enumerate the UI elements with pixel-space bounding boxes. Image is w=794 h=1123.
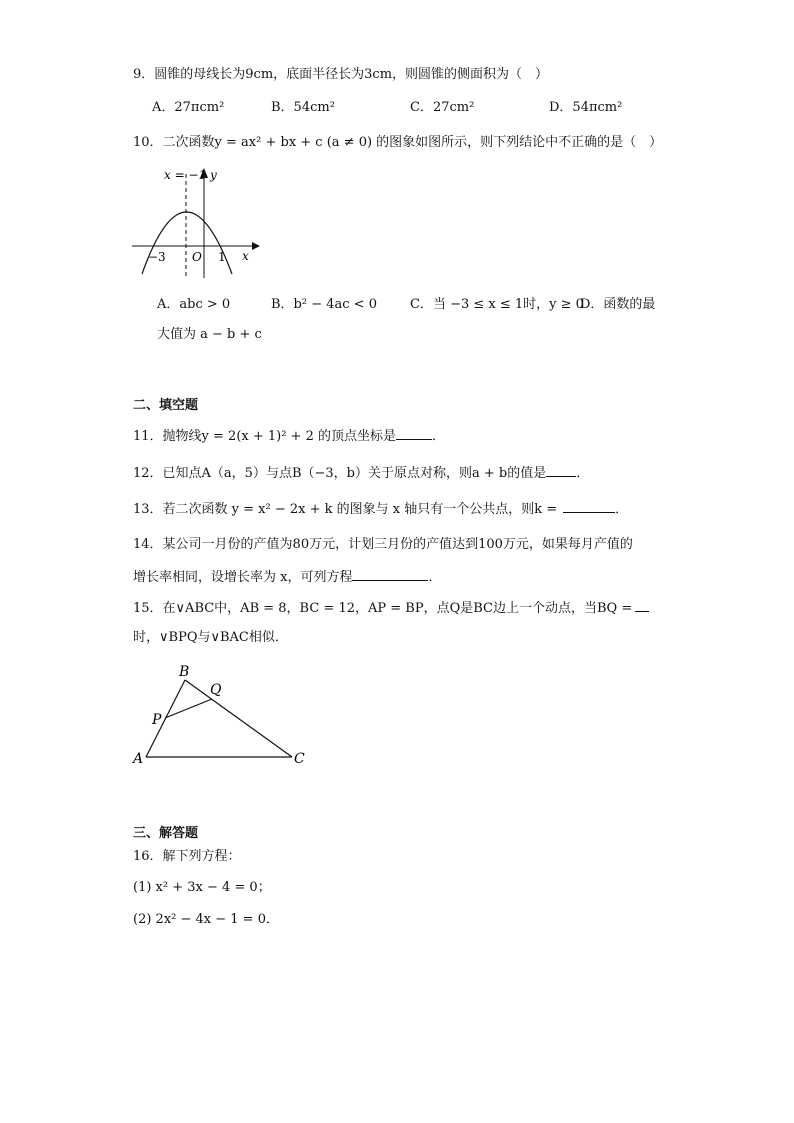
label-origin: O bbox=[192, 250, 202, 264]
q10-option-c: C．当 −3 ≤ x ≤ 1时，y ≥ 0 bbox=[410, 297, 584, 312]
q10-option-b: B．b² − 4ac < 0 bbox=[271, 297, 377, 312]
q11-blank bbox=[396, 426, 432, 440]
q15-line1 bbox=[133, 598, 649, 618]
q14-period: ． bbox=[428, 570, 442, 585]
section-solve: 三、解答题 bbox=[133, 826, 199, 841]
q13 bbox=[133, 499, 628, 519]
label-P: P bbox=[152, 712, 162, 728]
label-axis-line: x = −1 bbox=[164, 168, 207, 182]
q15-blank bbox=[635, 598, 649, 612]
q9-option-a: A．27πcm² bbox=[152, 100, 225, 115]
label-neg3: −3 bbox=[148, 250, 166, 264]
q9-option-c: C．27cm² bbox=[410, 100, 475, 115]
q13-period: ． bbox=[615, 502, 629, 517]
q13-text: 13．若二次函数 y = x² − 2x + k 的图象与 x 轴只有一个公共点，则k = bbox=[133, 502, 558, 517]
label-A: A bbox=[133, 751, 144, 767]
section-fill-in: 二、填空题 bbox=[133, 398, 199, 413]
q12-text: 12．已知点A（a，5）与点B（−3，b）关于原点对称，则a + b的值是 bbox=[133, 466, 547, 481]
q11-text: 11．抛物线y = 2(x + 1)² + 2 的顶点坐标是 bbox=[133, 429, 396, 444]
q14-text: 增长率相同，设增长率为 x，可列方程 bbox=[133, 570, 353, 585]
q14-line1: 14．某公司一月份的产值为80万元，计划三月份的产值达到100万元，如果每月产值的 bbox=[133, 537, 633, 552]
q16-part-2: (2) 2x² − 4x − 1 = 0． bbox=[133, 912, 279, 927]
label-one: 1 bbox=[218, 250, 226, 264]
segment-bc bbox=[185, 680, 292, 757]
q12-blank bbox=[546, 463, 576, 477]
q15-line2: 时，∨BPQ与∨BAC相似． bbox=[133, 630, 288, 645]
q12 bbox=[133, 463, 589, 483]
q9-stem: 9．圆锥的母线长为9cm，底面半径长为3cm，则圆锥的侧面积为（ ） bbox=[133, 67, 549, 82]
x-axis-arrow bbox=[252, 242, 260, 250]
q16-part-1: (1) x² + 3x − 4 = 0； bbox=[133, 880, 271, 895]
q12-period: ． bbox=[576, 466, 590, 481]
q10-stem: 10．二次函数y = ax² + bx + c (a ≠ 0) 的图象如图所示，则下列结论中不正确的是（ ） bbox=[133, 135, 663, 150]
q10-option-a: A．abc > 0 bbox=[157, 297, 231, 312]
q10-option-d: D．函数的最 bbox=[580, 297, 656, 312]
q10-parabola-graph bbox=[128, 162, 268, 282]
q9-option-b: B．54cm² bbox=[271, 100, 335, 115]
label-B: B bbox=[179, 664, 190, 680]
q15-triangle-figure bbox=[130, 662, 310, 772]
q9-option-d: D．54πcm² bbox=[549, 100, 623, 115]
q16-stem: 16．解下列方程： bbox=[133, 849, 241, 864]
label-y: y bbox=[210, 168, 217, 182]
q15-text: 15．在∨ABC中，AB = 8，BC = 12，AP = BP，点Q是BC边上一个动点，当BQ = bbox=[133, 601, 633, 616]
q13-blank bbox=[563, 499, 615, 513]
parabola-curve bbox=[142, 212, 232, 274]
q10-option-d-cont: 大值为 a − b + c bbox=[157, 327, 262, 342]
q14-blank bbox=[352, 567, 428, 581]
label-Q: Q bbox=[210, 682, 222, 698]
label-C: C bbox=[294, 751, 305, 767]
q14-line2 bbox=[133, 567, 441, 587]
q11-period: ． bbox=[432, 429, 446, 444]
label-x: x bbox=[242, 249, 249, 263]
q11 bbox=[133, 426, 445, 446]
segment-pq bbox=[165, 699, 212, 718]
